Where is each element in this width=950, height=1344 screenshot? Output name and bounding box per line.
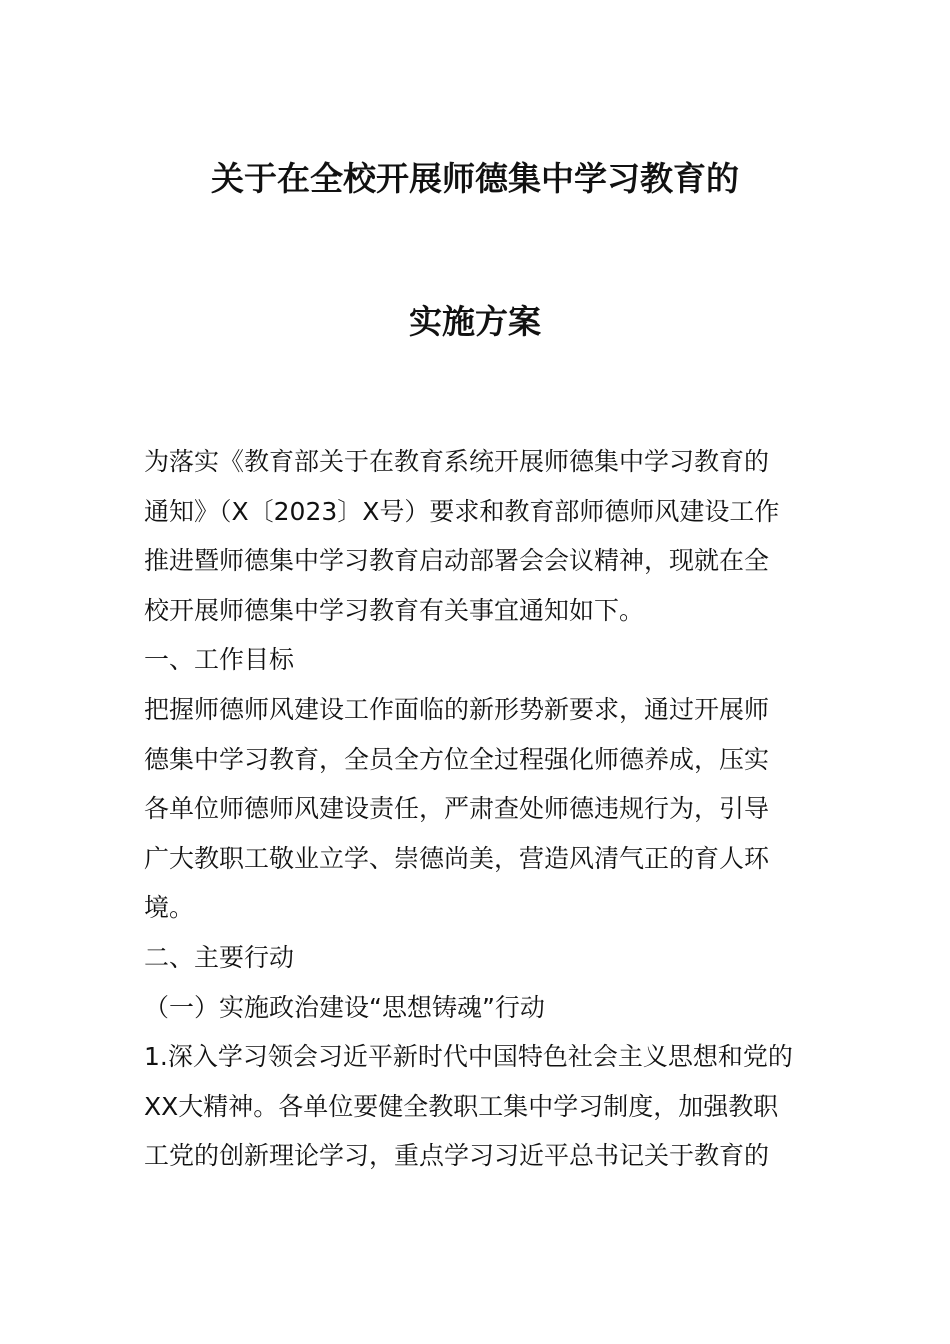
subsection-heading: （一）实施政治建设“思想铸魂”行动: [144, 992, 545, 1022]
body-line: 推进暨师德集中学习教育启动部署会会议精神，现就在全: [144, 546, 770, 576]
document-title-line-1: 关于在全校开展师德集中学习教育的: [211, 159, 739, 198]
section-heading: 一、工作目标: [144, 645, 295, 675]
body-line: 广大教职工敬业立学、崇德尚美，营造风清气正的育人环: [144, 843, 770, 873]
body-line: 各单位师德师风建设责任，严肃查处师德违规行为，引导: [144, 794, 770, 824]
body-line: 为落实《教育部关于在教育系统开展师德集中学习教育的: [144, 447, 770, 476]
document-title-line-2: 实施方案: [409, 302, 541, 341]
document-body: [144, 437, 808, 1181]
body-line: 校开展师德集中学习教育有关事宜通知如下。: [144, 595, 645, 625]
body-line: XX大精神。各单位要健全教职工集中学习制度，加强教职: [144, 1091, 779, 1121]
body-line: 1.深入学习领会习近平新时代中国特色社会主义思想和党的: [144, 1042, 793, 1072]
body-line: 把握师德师风建设工作面临的新形势新要求，通过开展师: [144, 694, 770, 724]
body-line: 通知》（X〔2023〕X号）要求和教育部师德师风建设工作: [144, 496, 780, 526]
body-line: 德集中学习教育，全员全方位全过程强化师德养成，压实: [144, 744, 770, 774]
section-heading: 二、主要行动: [144, 942, 295, 972]
body-line: 境。: [144, 893, 195, 923]
body-line: 工党的创新理论学习，重点学习习近平总书记关于教育的: [144, 1141, 770, 1171]
